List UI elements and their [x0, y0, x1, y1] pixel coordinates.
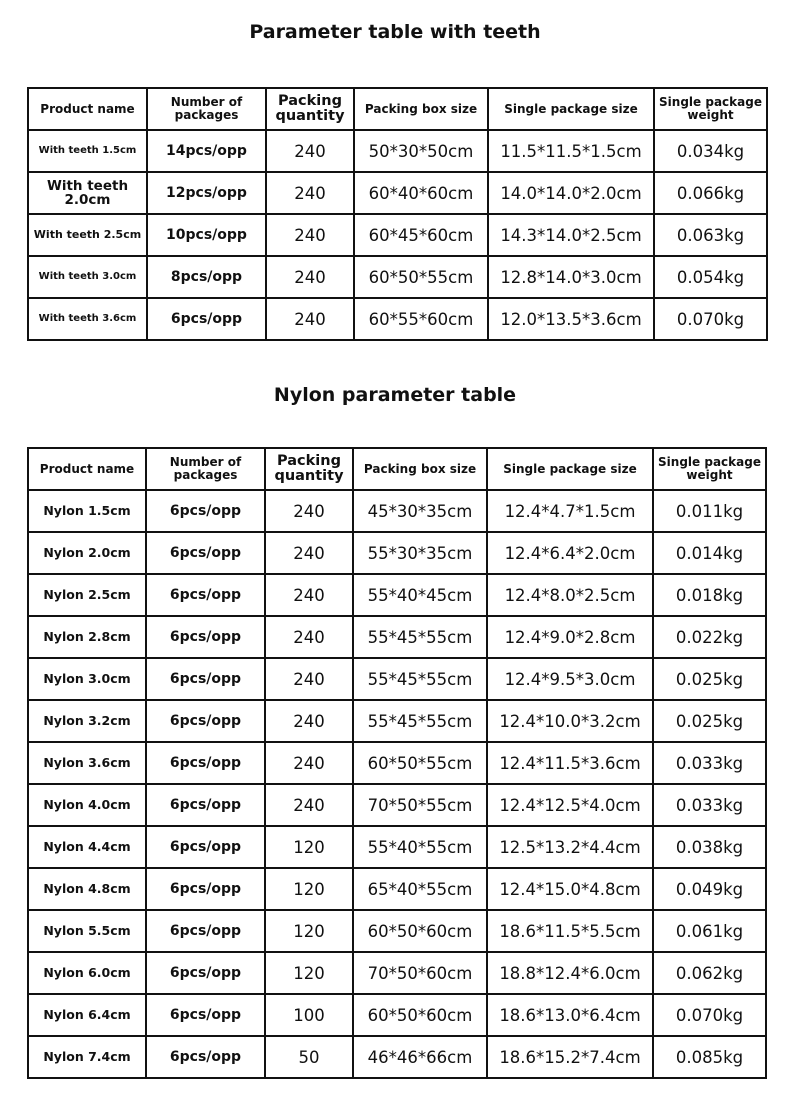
box-size-cell: 65*40*55cm [353, 868, 487, 910]
product-name-cell: Nylon 5.5cm [28, 910, 146, 952]
column-header-packing-box-size: Packing box size [354, 88, 488, 130]
table-header-row [28, 88, 767, 130]
box-size-cell: 55*40*55cm [353, 826, 487, 868]
box-size-cell: 70*50*60cm [353, 952, 487, 994]
weight-cell: 0.063kg [654, 214, 767, 256]
column-header-single-package-size: Single package size [488, 88, 654, 130]
column-header-single-package-weight: Single package weight [653, 448, 766, 490]
weight-cell: 0.025kg [653, 700, 766, 742]
table-row [28, 532, 766, 574]
box-size-cell: 55*45*55cm [353, 658, 487, 700]
weight-cell: 0.066kg [654, 172, 767, 214]
packages-cell: 6pcs/opp [146, 952, 265, 994]
package-size-cell: 12.4*6.4*2.0cm [487, 532, 653, 574]
package-size-cell: 14.3*14.0*2.5cm [488, 214, 654, 256]
table-row [28, 298, 767, 340]
weight-cell: 0.018kg [653, 574, 766, 616]
packages-cell: 14pcs/opp [147, 130, 266, 172]
table-row [28, 700, 766, 742]
product-name-cell: With teeth 3.6cm [28, 298, 147, 340]
weight-cell: 0.070kg [653, 994, 766, 1036]
weight-cell: 0.014kg [653, 532, 766, 574]
product-name-cell: With teeth 2.5cm [28, 214, 147, 256]
box-size-cell: 45*30*35cm [353, 490, 487, 532]
quantity-cell: 240 [265, 700, 353, 742]
product-name-cell: With teeth 1.5cm [28, 130, 147, 172]
package-size-cell: 12.4*9.5*3.0cm [487, 658, 653, 700]
packages-cell: 6pcs/opp [146, 826, 265, 868]
table-row [28, 490, 766, 532]
package-size-cell: 12.5*13.2*4.4cm [487, 826, 653, 868]
quantity-cell: 120 [265, 826, 353, 868]
quantity-cell: 240 [266, 214, 354, 256]
nylon-table-title: Nylon parameter table [273, 384, 517, 406]
weight-cell: 0.061kg [653, 910, 766, 952]
column-header-number-of-packages: Number of packages [147, 88, 266, 130]
weight-cell: 0.025kg [653, 658, 766, 700]
weight-cell: 0.070kg [654, 298, 767, 340]
weight-cell: 0.033kg [653, 784, 766, 826]
package-size-cell: 11.5*11.5*1.5cm [488, 130, 654, 172]
table-row [28, 172, 767, 214]
box-size-cell: 60*50*55cm [353, 742, 487, 784]
column-header-packing-quantity: Packing quantity [266, 88, 354, 130]
table-row [28, 658, 766, 700]
column-header-product-name: Product name [28, 448, 146, 490]
product-name-cell: Nylon 7.4cm [28, 1036, 146, 1078]
table-row [28, 742, 766, 784]
table-row [28, 994, 766, 1036]
quantity-cell: 120 [265, 868, 353, 910]
quantity-cell: 100 [265, 994, 353, 1036]
packages-cell: 6pcs/opp [146, 658, 265, 700]
package-size-cell: 12.8*14.0*3.0cm [488, 256, 654, 298]
weight-cell: 0.011kg [653, 490, 766, 532]
table-row [28, 256, 767, 298]
packages-cell: 12pcs/opp [147, 172, 266, 214]
table-row [28, 826, 766, 868]
weight-cell: 0.038kg [653, 826, 766, 868]
weight-cell: 0.034kg [654, 130, 767, 172]
quantity-cell: 240 [265, 742, 353, 784]
table-row [28, 1036, 766, 1078]
product-name-cell: Nylon 2.5cm [28, 574, 146, 616]
box-size-cell: 55*40*45cm [353, 574, 487, 616]
table-row [28, 214, 767, 256]
column-header-single-package-size: Single package size [487, 448, 653, 490]
package-size-cell: 12.4*10.0*3.2cm [487, 700, 653, 742]
box-size-cell: 55*45*55cm [353, 616, 487, 658]
quantity-cell: 240 [265, 616, 353, 658]
box-size-cell: 60*50*60cm [353, 994, 487, 1036]
quantity-cell: 240 [265, 658, 353, 700]
quantity-cell: 240 [266, 298, 354, 340]
box-size-cell: 70*50*55cm [353, 784, 487, 826]
box-size-cell: 60*40*60cm [354, 172, 488, 214]
table-header-row [28, 448, 766, 490]
table-row [28, 784, 766, 826]
box-size-cell: 46*46*66cm [353, 1036, 487, 1078]
packages-cell: 6pcs/opp [147, 298, 266, 340]
weight-cell: 0.054kg [654, 256, 767, 298]
quantity-cell: 120 [265, 910, 353, 952]
packages-cell: 6pcs/opp [146, 700, 265, 742]
packages-cell: 6pcs/opp [146, 868, 265, 910]
teeth-parameter-table [27, 87, 768, 341]
table-row [28, 616, 766, 658]
weight-cell: 0.085kg [653, 1036, 766, 1078]
product-name-cell: With teeth 3.0cm [28, 256, 147, 298]
packages-cell: 6pcs/opp [146, 1036, 265, 1078]
quantity-cell: 50 [265, 1036, 353, 1078]
quantity-cell: 240 [266, 172, 354, 214]
package-size-cell: 12.4*15.0*4.8cm [487, 868, 653, 910]
product-name-cell: Nylon 6.4cm [28, 994, 146, 1036]
product-name-cell: Nylon 4.4cm [28, 826, 146, 868]
column-header-product-name: Product name [28, 88, 147, 130]
product-name-cell: Nylon 3.0cm [28, 658, 146, 700]
product-name-cell: Nylon 4.8cm [28, 868, 146, 910]
box-size-cell: 55*45*55cm [353, 700, 487, 742]
packages-cell: 6pcs/opp [146, 490, 265, 532]
quantity-cell: 240 [265, 574, 353, 616]
quantity-cell: 240 [265, 784, 353, 826]
product-name-cell: Nylon 4.0cm [28, 784, 146, 826]
teeth-table-title: Parameter table with teeth [249, 21, 541, 43]
box-size-cell: 55*30*35cm [353, 532, 487, 574]
package-size-cell: 12.4*9.0*2.8cm [487, 616, 653, 658]
table-row [28, 910, 766, 952]
column-header-single-package-weight: Single package weight [654, 88, 767, 130]
package-size-cell: 18.8*12.4*6.0cm [487, 952, 653, 994]
box-size-cell: 50*30*50cm [354, 130, 488, 172]
packages-cell: 6pcs/opp [146, 784, 265, 826]
package-size-cell: 12.4*4.7*1.5cm [487, 490, 653, 532]
package-size-cell: 18.6*11.5*5.5cm [487, 910, 653, 952]
product-name-cell: Nylon 3.6cm [28, 742, 146, 784]
product-name-cell: With teeth 2.0cm [28, 172, 147, 214]
quantity-cell: 240 [265, 532, 353, 574]
package-size-cell: 18.6*15.2*7.4cm [487, 1036, 653, 1078]
box-size-cell: 60*50*55cm [354, 256, 488, 298]
package-size-cell: 12.4*12.5*4.0cm [487, 784, 653, 826]
table-row [28, 130, 767, 172]
table-row [28, 574, 766, 616]
package-size-cell: 12.0*13.5*3.6cm [488, 298, 654, 340]
quantity-cell: 240 [266, 130, 354, 172]
quantity-cell: 120 [265, 952, 353, 994]
column-header-packing-box-size: Packing box size [353, 448, 487, 490]
box-size-cell: 60*45*60cm [354, 214, 488, 256]
column-header-packing-quantity: Packing quantity [265, 448, 353, 490]
packages-cell: 6pcs/opp [146, 616, 265, 658]
quantity-cell: 240 [265, 490, 353, 532]
packages-cell: 6pcs/opp [146, 994, 265, 1036]
product-name-cell: Nylon 2.0cm [28, 532, 146, 574]
weight-cell: 0.033kg [653, 742, 766, 784]
weight-cell: 0.049kg [653, 868, 766, 910]
weight-cell: 0.062kg [653, 952, 766, 994]
packages-cell: 6pcs/opp [146, 532, 265, 574]
weight-cell: 0.022kg [653, 616, 766, 658]
package-size-cell: 12.4*11.5*3.6cm [487, 742, 653, 784]
packages-cell: 6pcs/opp [146, 574, 265, 616]
quantity-cell: 240 [266, 256, 354, 298]
table-row [28, 952, 766, 994]
product-name-cell: Nylon 2.8cm [28, 616, 146, 658]
product-name-cell: Nylon 1.5cm [28, 490, 146, 532]
packages-cell: 6pcs/opp [146, 910, 265, 952]
packages-cell: 8pcs/opp [147, 256, 266, 298]
table-row [28, 868, 766, 910]
product-name-cell: Nylon 6.0cm [28, 952, 146, 994]
packages-cell: 6pcs/opp [146, 742, 265, 784]
nylon-parameter-table [27, 447, 767, 1079]
box-size-cell: 60*55*60cm [354, 298, 488, 340]
column-header-number-of-packages: Number of packages [146, 448, 265, 490]
package-size-cell: 14.0*14.0*2.0cm [488, 172, 654, 214]
package-size-cell: 18.6*13.0*6.4cm [487, 994, 653, 1036]
box-size-cell: 60*50*60cm [353, 910, 487, 952]
product-name-cell: Nylon 3.2cm [28, 700, 146, 742]
package-size-cell: 12.4*8.0*2.5cm [487, 574, 653, 616]
packages-cell: 10pcs/opp [147, 214, 266, 256]
